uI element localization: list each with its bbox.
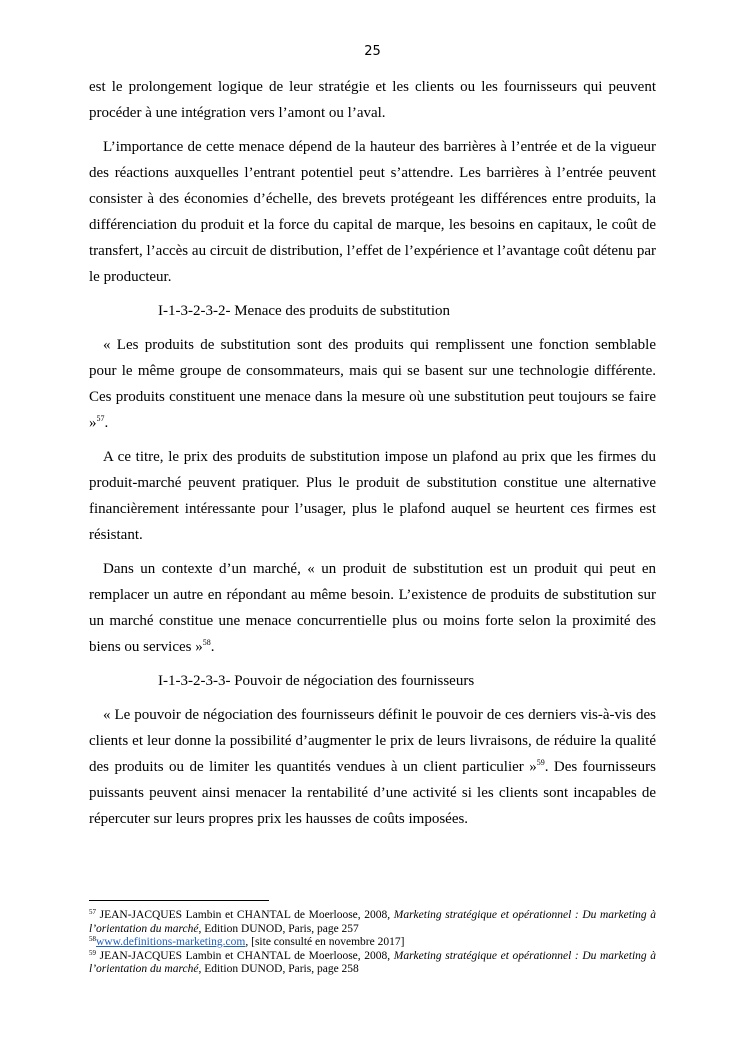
footnote-divider — [89, 900, 269, 901]
footnote-number: 59 — [89, 948, 96, 957]
footnote-ref[interactable]: 57 — [96, 414, 105, 423]
paragraph — [89, 556, 656, 660]
paragraph-text: . — [210, 639, 215, 655]
footnote-57 — [89, 909, 656, 936]
footnote-link[interactable]: www.definitions-marketing.com — [96, 936, 246, 948]
paragraph-text: . — [104, 415, 109, 431]
footnote-ref[interactable]: 58 — [202, 638, 211, 647]
page-number: 25 — [364, 44, 381, 59]
footnote-number: 57 — [89, 908, 96, 916]
footnote-number: 58 — [89, 935, 96, 943]
footnote-ref[interactable]: 59 — [536, 758, 545, 767]
footnotes — [89, 900, 656, 977]
footnote-text: , [site consulté en novembre 2017] — [245, 936, 405, 948]
body-text — [89, 74, 656, 832]
footnote-59 — [89, 950, 656, 977]
paragraph — [89, 332, 656, 436]
paragraph: L’importance de cette menace dépend de la hauteur des barrières à l’entrée et de la vigueur des réactions auxquelles l’entrant potentiel peut s’attendre. Les barrières à l’entrée peuvent consister à des économies d’échelle, des brevets protégeant les différences entre produits, la différenciation du produit et la force du capital de marque, les besoins en capitaux, le coût de transfert, l’accès au circuit de distribution, l’effet de l’expérience et l’avantage coût détenu par le producteur. — [89, 139, 656, 285]
footnote-text: , Edition DUNOD, Paris, page 257 — [198, 922, 359, 935]
section-heading: I-1-3-2-3-2- Menace des produits de substitution — [158, 303, 451, 319]
footnote-text: JEAN-JACQUES Lambin et CHANTAL de Moerloose, 2008, — [96, 949, 394, 962]
footnote-text: , Edition DUNOD, Paris, page 258 — [198, 963, 359, 975]
paragraph-text: « Les produits de substitution sont des produits qui remplissent une fonction semblable pour le même groupe de consommateurs, mais qui se basent sur une technologie différente. Ces produits constituent une menace dans la mesure où une substitution peut toujours se faire » — [89, 337, 656, 431]
paragraph-text: « Le pouvoir de négociation des fournisseurs définit le pouvoir de ces derniers vis-à-vis des clients et leur donne la possibilité d’augmenter le prix de leurs livraisons, de réduire la qualité des produits ou de limiter les quantités vendues à un client particulier » — [89, 707, 656, 775]
paragraph-text: . Des fournisseurs puissants peuvent ainsi menacer la rentabilité d’une activité si les clients sont incapables de répercuter sur leurs propres prix les hausses de coûts imposées. — [89, 759, 657, 827]
footnote-text: JEAN-JACQUES Lambin et CHANTAL de Moerloose, 2008, — [96, 909, 394, 921]
footnote-book-title: Marketing stratégique et opérationnel : Du marketing à l’orientation du marché — [89, 949, 656, 975]
section-heading: I-1-3-2-3-3- Pouvoir de négociation des fournisseurs — [158, 673, 475, 689]
paragraph: A ce titre, le prix des produits de substitution impose un plafond au prix que les firmes du produit-marché peuvent pratiquer. Plus le produit de substitution constitue une alternative financièrement intéressante pour l’usager, plus le plafond auquel se heurtent ces firmes est résistant. — [89, 449, 656, 543]
footnote-book-title: Marketing stratégique et opérationnel : Du marketing à l’orientation du marché — [89, 909, 656, 935]
paragraph-text: Dans un contexte d’un marché, « un produit de substitution est un produit qui peut en remplacer un autre en répondant au même besoin. L’existence de produits de substitution sur un marché constitue une menace concurrentielle plus ou moins forte selon la proximité des biens ou services » — [89, 561, 656, 655]
paragraph — [89, 702, 656, 832]
footnote-58 — [89, 936, 656, 950]
paragraph: est le prolongement logique de leur stratégie et les clients ou les fournisseurs qui peuvent procéder à une intégration vers l’amont ou l’aval. — [89, 79, 656, 121]
